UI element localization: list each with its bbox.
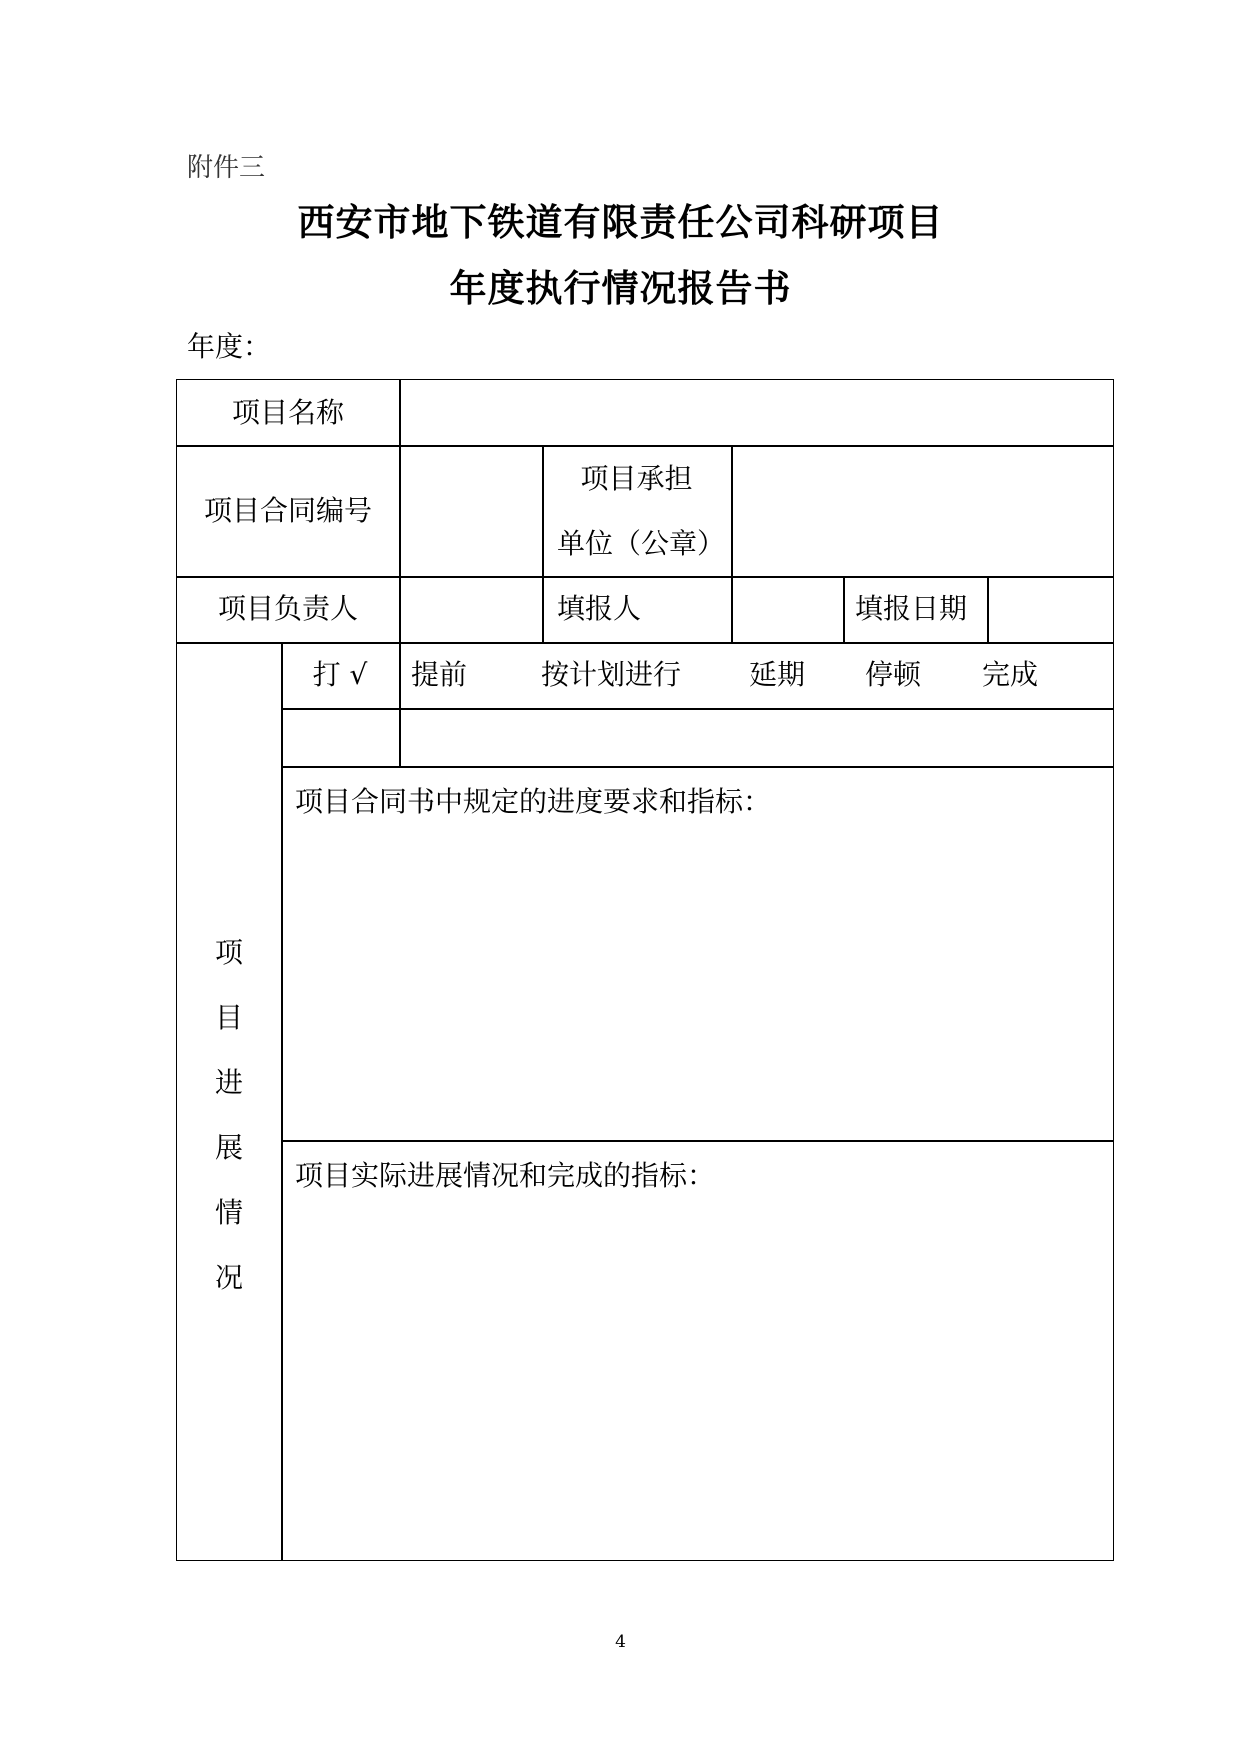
report-form-table [176,379,1114,1561]
column-divider [399,380,401,766]
undertaker-label-line1: 项目承担 [580,462,693,495]
progress-label-char: 进 [214,1066,243,1099]
row-divider [177,642,1113,644]
attachment-label: 附件三 [187,153,266,183]
contract-number-label: 项目合同编号 [203,494,372,527]
row-divider [281,1140,1113,1142]
progress-label-char: 目 [214,1001,243,1034]
progress-label-char: 况 [214,1261,243,1294]
page-number: 4 [615,1632,626,1652]
status-option-delayed[interactable]: 延期 [749,658,806,691]
progress-label-char: 情 [214,1196,243,1229]
column-divider [987,576,989,642]
reporter-label: 填报人 [557,592,642,625]
progress-label-char: 展 [214,1131,243,1164]
required-progress-label: 项目合同书中规定的进度要求和指标： [295,785,772,818]
actual-progress-label: 项目实际进展情况和完成的指标： [295,1159,716,1192]
year-label: 年度： [187,330,272,363]
row-divider [281,708,1113,710]
row-divider [281,766,1113,768]
column-divider [731,445,733,642]
column-divider [281,642,283,1560]
document-title-line2: 年度执行情况报告书 [449,266,792,310]
status-option-ahead[interactable]: 提前 [411,658,468,691]
status-option-on-schedule[interactable]: 按计划进行 [541,658,682,691]
status-option-completed[interactable]: 完成 [982,658,1039,691]
progress-label-char: 项 [214,936,243,969]
row-divider [177,445,1113,447]
project-progress-section-label [177,920,281,1310]
row-divider [177,576,1113,578]
check-mark-label: 打 √ [312,658,368,691]
report-date-label: 填报日期 [855,592,968,625]
project-name-label: 项目名称 [231,396,344,429]
status-option-suspended[interactable]: 停顿 [865,658,922,691]
project-leader-label: 项目负责人 [217,592,358,625]
undertaker-label-line2: 单位（公章） [557,527,726,560]
column-divider [843,576,845,642]
document-title-line1: 西安市地下铁道有限责任公司科研项目 [297,200,944,244]
